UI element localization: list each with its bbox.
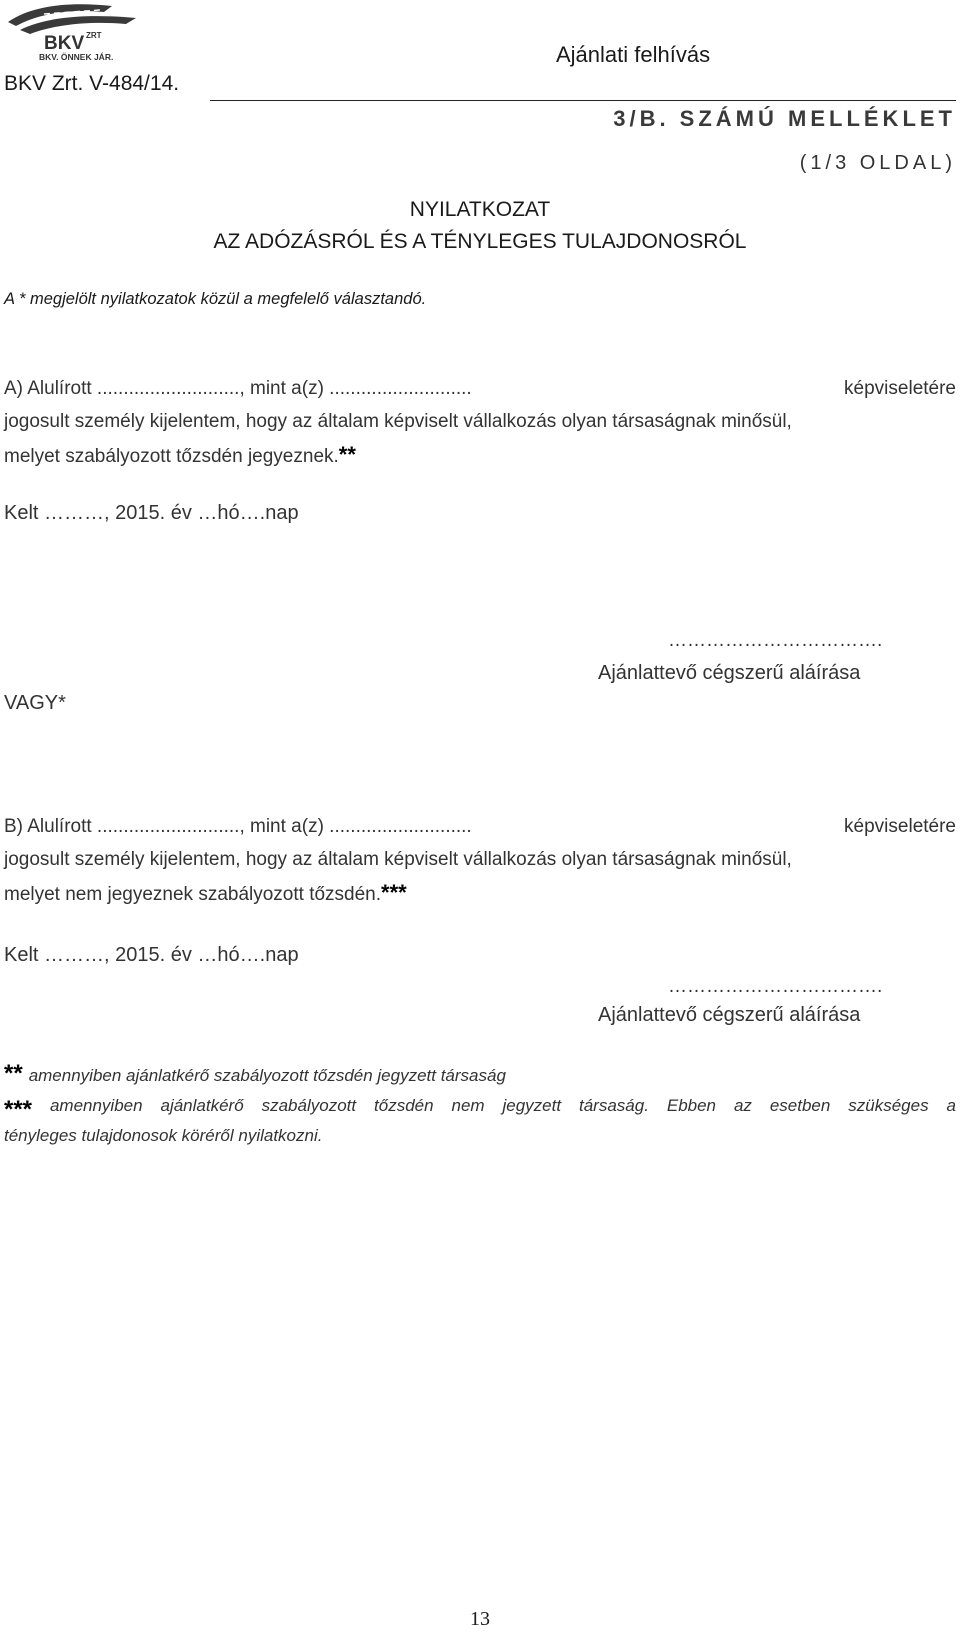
statement-b-line-1-end: képviseletére	[844, 816, 956, 837]
statement-b-signature-label: Ajánlattevő cégszerű aláírása	[598, 1004, 861, 1026]
statement-b-line-1-start: B) Alulírott ..........................., mint a(z) ...........................	[4, 816, 472, 837]
footnote-2-word: ajánlatkérő	[160, 1096, 244, 1115]
footnote-2-line-1	[4, 1096, 956, 1124]
statement-a-line-3-text: melyet szabályozott tőzsdén jegyeznek.	[4, 446, 339, 467]
footnote-2-word: tőzsdén	[374, 1096, 434, 1115]
bkv-logo	[4, 0, 144, 66]
statement-a-signature-label: Ajánlattevő cégszerű aláírása	[598, 662, 861, 684]
footnote-2-word: szabályozott	[261, 1096, 357, 1115]
bkv-logo-icon	[4, 0, 144, 66]
page-number: 13	[470, 1608, 490, 1630]
footnote-2	[4, 1096, 956, 1146]
offer-title: Ajánlati felhívás	[556, 42, 711, 67]
footnote-2-marker: ***	[4, 1096, 33, 1123]
footnote-2-word: esetben	[769, 1096, 831, 1115]
statement-a-line-2: jogosult személy kijelentem, hogy az általam képviselt vállalkozás olyan társaságnak minősül,	[4, 411, 792, 432]
footnote-2-word: jegyzett	[502, 1096, 562, 1115]
statement-a-line-1	[4, 378, 956, 400]
statement-b-footnote-marker: ***	[381, 880, 407, 905]
declaration-subtitle: AZ ADÓZÁSRÓL ÉS A TÉNYLEGES TULAJDONOSRÓL	[213, 230, 747, 253]
or-label: VAGY*	[4, 692, 66, 714]
statement-a-date-line: Kelt ………, 2015. év …hó….nap	[4, 502, 299, 524]
page-of-indicator: (1/3 OLDAL)	[799, 152, 956, 174]
statement-b-signature-line: …………………………….	[668, 976, 883, 997]
logo-tagline: BKV. ÖNNEK JÁR.	[39, 52, 114, 62]
declaration-title: NYILATKOZAT	[409, 198, 551, 221]
header-divider	[210, 100, 956, 101]
statement-a-footnote-marker: **	[338, 442, 356, 467]
footnote-1	[4, 1060, 956, 1088]
footnote-2-word: Ebben	[666, 1096, 717, 1115]
statement-a-line-1-end: képviseletére	[844, 378, 956, 399]
statement-a-signature-line: …………………………….	[668, 630, 883, 651]
footnote-1-text: amennyiben ajánlatkérő szabályozott tőzsdén jegyzett társaság	[28, 1066, 506, 1085]
selection-instruction: A * megjelölt nyilatkozatok közül a megfelelő választandó.	[4, 290, 427, 308]
statement-b-line-1	[4, 816, 956, 838]
footnote-2-word: amennyiben	[49, 1096, 143, 1115]
statement-b-date-line: Kelt ………, 2015. év …hó….nap	[4, 944, 299, 966]
footnote-2-word: a	[946, 1096, 956, 1115]
footnote-2-line-2: tényleges tulajdonosok köréről nyilatkozni.	[4, 1126, 323, 1145]
statement-b-line-2: jogosult személy kijelentem, hogy az általam képviselt vállalkozás olyan társaságnak minősül,	[4, 849, 792, 870]
statement-a-line-3	[4, 442, 356, 468]
logo-brand-super: ZRT	[86, 31, 102, 40]
statement-a-line-1-start: A) Alulírott ..........................., mint a(z) ...........................	[4, 378, 472, 399]
statement-b-line-3	[4, 880, 407, 906]
footnote-2-word: nem	[451, 1096, 485, 1115]
statement-b-line-3-text: melyet nem jegyeznek szabályozott tőzsdén.	[4, 884, 382, 905]
logo-brand: BKV	[44, 33, 85, 54]
footnote-1-marker: **	[4, 1060, 23, 1087]
annex-title: 3/B. SZÁMÚ MELLÉKLET	[613, 106, 956, 131]
document-reference: BKV Zrt. V-484/14.	[4, 72, 180, 95]
footnote-2-word: szükséges	[848, 1096, 929, 1115]
footnote-2-word: társaság.	[579, 1096, 649, 1115]
footnote-2-word: az	[733, 1096, 752, 1115]
